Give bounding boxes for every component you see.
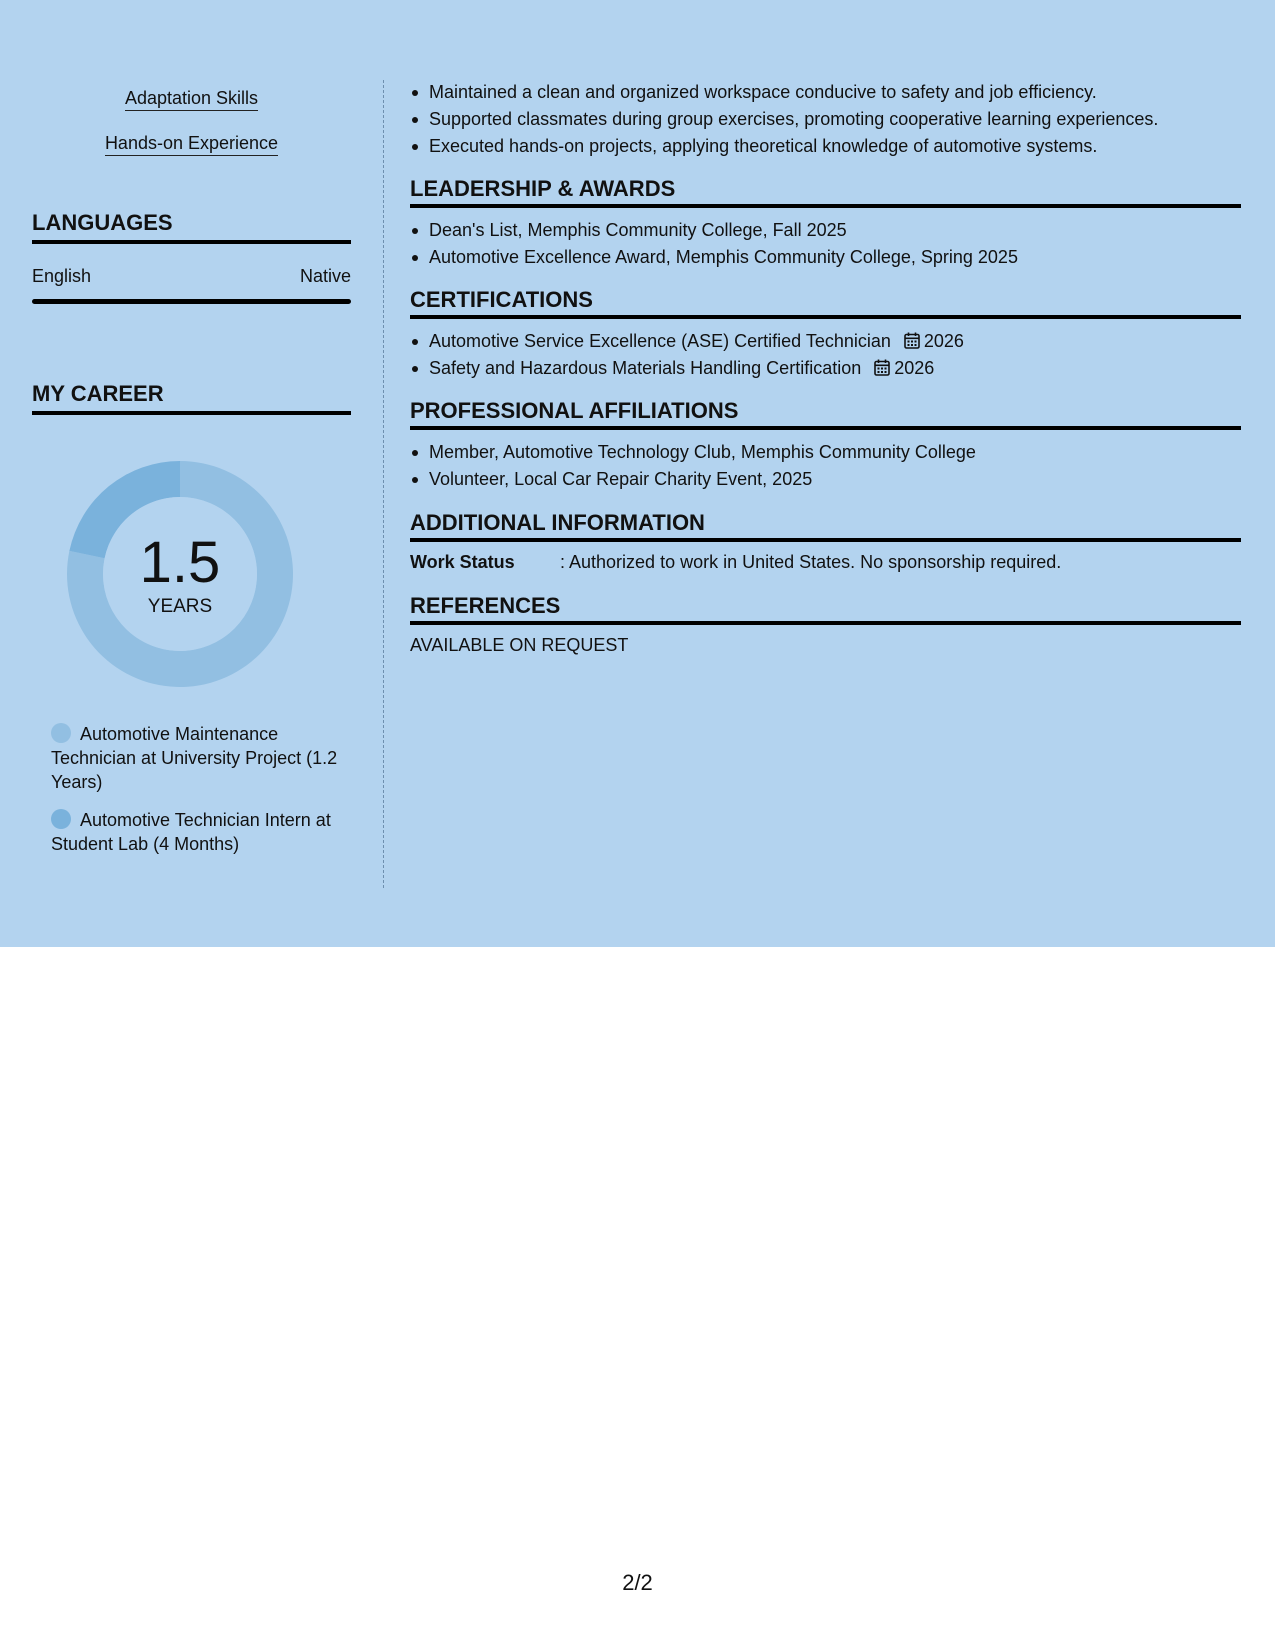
list-item: Supported classmates during group exercises, promoting cooperative learning experiences.: [410, 106, 1158, 133]
skill-tag-label: Hands-on Experience: [105, 133, 278, 156]
career-heading: MY CAREER: [32, 381, 351, 415]
page-number: 2/2: [622, 1570, 653, 1595]
list-item: Dean's List, Memphis Community College, Fall 2025: [410, 217, 1018, 244]
career-total-unit: YEARS: [147, 596, 213, 617]
calendar-icon: [874, 359, 890, 376]
skill-tag: [32, 88, 351, 109]
references-text: AVAILABLE ON REQUEST: [410, 635, 629, 655]
certification-name: Automotive Service Excellence (ASE) Certified Technician: [429, 331, 891, 351]
affiliations-heading: PROFESSIONAL AFFILIATIONS: [410, 398, 1241, 430]
career-entry-label: Automotive Technician Intern at Student Lab (4 Months): [51, 810, 331, 854]
legend-dot-icon: [51, 723, 71, 743]
language-row: [32, 266, 351, 287]
language-name: English: [32, 266, 92, 286]
legend-dot-icon: [51, 809, 71, 829]
career-entry-label: Automotive Maintenance Technician at University Project (1.2 Years): [51, 724, 338, 792]
references-heading: REFERENCES: [410, 593, 1241, 625]
list-item: Executed hands-on projects, applying theoretical knowledge of automotive systems.: [410, 133, 1158, 160]
leadership-list: [410, 217, 1018, 271]
work-status-label: Work Status: [410, 552, 515, 572]
list-item: Maintained a clean and organized workspace conducive to safety and job efficiency.: [410, 79, 1158, 106]
certifications-heading: CERTIFICATIONS: [410, 287, 1241, 319]
skill-tag: [32, 133, 351, 154]
career-total-value: 1.5: [139, 530, 221, 595]
skill-tag-label: Adaptation Skills: [125, 88, 258, 111]
career-legend-item: [51, 722, 341, 794]
list-item: [410, 328, 964, 355]
list-item: [410, 355, 964, 382]
certification-name: Safety and Hazardous Materials Handling Certification: [429, 358, 862, 378]
language-level: Native: [299, 266, 351, 286]
certifications-list: [410, 328, 964, 382]
work-status-row: [410, 552, 1061, 573]
list-item: Volunteer, Local Car Repair Charity Event, 2025: [410, 466, 976, 493]
experience-bullets: [410, 79, 1158, 160]
calendar-icon: [904, 332, 920, 349]
language-level-bar: [32, 299, 351, 304]
affiliations-list: [410, 439, 976, 493]
certification-year: 2026: [923, 331, 964, 351]
list-item: Automotive Excellence Award, Memphis Community College, Spring 2025: [410, 244, 1018, 271]
leadership-heading: LEADERSHIP & AWARDS: [410, 176, 1241, 208]
list-item: Member, Automotive Technology Club, Memphis Community College: [410, 439, 976, 466]
career-legend-item: [51, 808, 341, 856]
column-divider: [383, 80, 384, 888]
languages-heading: LANGUAGES: [32, 210, 351, 244]
work-status-value: : Authorized to work in United States. No sponsorship required.: [560, 552, 1062, 572]
additional-info-heading: ADDITIONAL INFORMATION: [410, 510, 1241, 542]
certification-year: 2026: [894, 358, 935, 378]
